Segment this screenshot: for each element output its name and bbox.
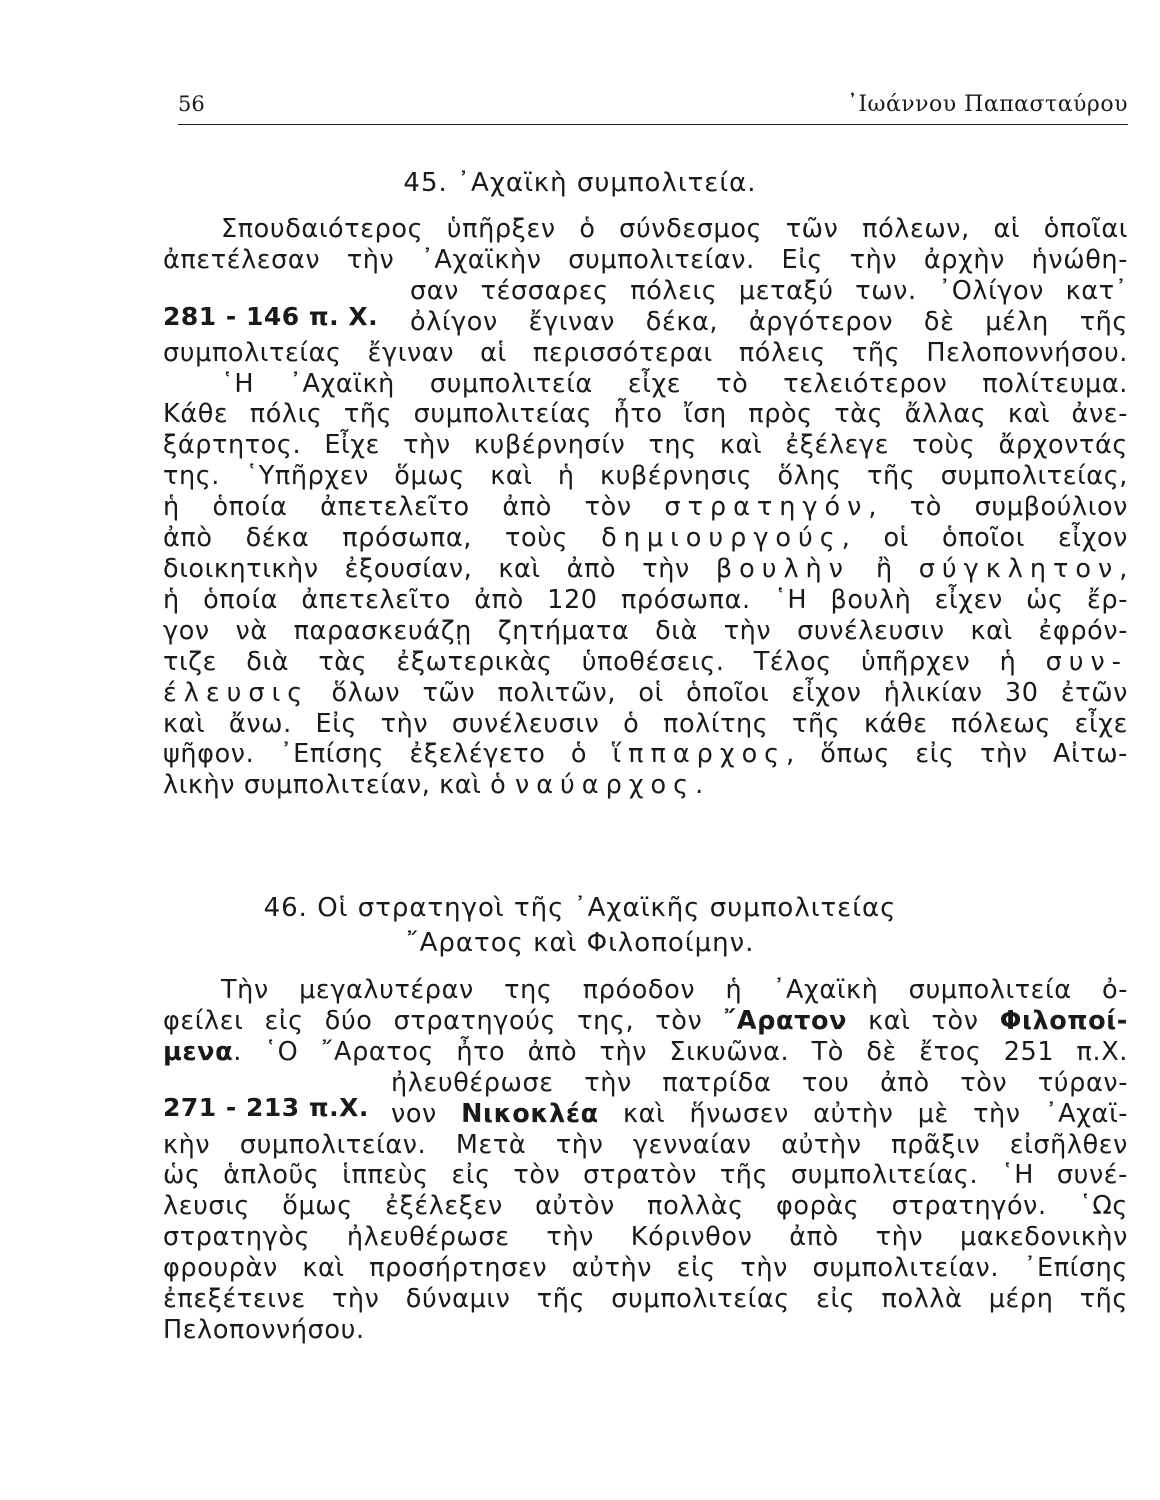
text-line: Σπουδαιότερος ὑπῆρξεν ὁ σύνδεσμος τῶν πόλεων, αἱ ὁποῖαι bbox=[221, 214, 1128, 244]
text-line: στρατηγὸς ἠλευθέρωσε τὴν Κόρινθον ἀπὸ τὴν μακεδονικὴν bbox=[163, 1222, 1128, 1253]
text-line: σαν τέσσαρες πόλεις μεταξύ των. ᾿Ολίγον κατ᾿ bbox=[410, 275, 1128, 306]
text-segment: καὶ ἥνωσεν αὐτὴν μὲ τὴν ᾿Αχαϊ- bbox=[622, 1098, 1128, 1129]
text-line bbox=[391, 1099, 1128, 1130]
text-segment: νον bbox=[391, 1098, 437, 1129]
text-line: της. ῾Υπῆρχεν ὅμως καὶ ἡ κυβέρνησις ὅλης τῆς συμπολιτείας, bbox=[163, 461, 1128, 492]
section-45-body bbox=[163, 214, 1128, 801]
section-45-date-note: 281 - 146 π. Χ. bbox=[163, 302, 379, 331]
page-number: 56 bbox=[178, 92, 205, 116]
text-segment: τιζε διὰ τὰς ἐξωτερικὰς ὑποθέσεις. Τέλος ὑπῆρχεν ἡ bbox=[163, 646, 1017, 677]
text-line bbox=[163, 678, 1128, 709]
text-segment: λικὴν συμπολιτείαν, καὶ ὁ bbox=[163, 770, 507, 801]
text-line: καὶ ἄνω. Εἰς τὴν συνέλευσιν ὁ πολίτης τῆς κάθε πόλεως εἶχε bbox=[163, 708, 1128, 739]
text-segment: ὅλων τῶν πολιτῶν, οἱ ὁποῖοι εἶχον ἡλικίαν 30 ἐτῶν bbox=[331, 677, 1128, 708]
text-segment: ἡ ὁποία ἀπετελεῖτο ἀπὸ τὸν bbox=[163, 492, 632, 523]
bold-term: Νικοκλέα bbox=[461, 1098, 599, 1129]
text-line: λευσις ὅμως ἐξέλεξεν αὐτὸν πολλὰς φορὰς στρατηγόν. ῾Ως bbox=[163, 1191, 1128, 1222]
text-segment: . bbox=[695, 770, 704, 801]
section-46-heading-line2: ῎Αρατος καὶ Φιλοποίμην. bbox=[405, 928, 755, 958]
text-line bbox=[163, 1006, 1128, 1037]
text-line: κὴν συμπολιτείαν. Μετὰ τὴν γενναίαν αὐτὴν πρᾶξιν εἰσῆλθεν bbox=[163, 1129, 1128, 1160]
text-line: ἡ ὁποία ἀπετελεῖτο ἀπὸ 120 πρόσωπα. ῾Η βουλὴ εἶχεν ὡς ἔρ- bbox=[163, 584, 1128, 615]
section-46-date-note: 271 - 213 π.Χ. bbox=[163, 1093, 369, 1122]
text-segment: φείλει εἰς δύο στρατηγούς της, τὸν bbox=[163, 1005, 703, 1036]
spaced-term: συν- bbox=[1045, 646, 1128, 677]
text-line bbox=[163, 492, 1128, 523]
text-line: ὡς ἁπλοῦς ἱππεὺς εἰς τὸν στρατὸν τῆς συμπολιτείας. ῾Η συνέ- bbox=[163, 1160, 1128, 1191]
spaced-term: ἵππαρχος bbox=[612, 739, 787, 770]
text-segment: ἢ bbox=[875, 553, 893, 584]
text-segment: ψῆφον. ᾿Επίσης ἐξελέγετο ὁ bbox=[163, 739, 588, 770]
text-line: ξάρτητος. Εἶχε τὴν κυβέρνησίν της καὶ ἐξέλεγε τοὺς ἄρχοντάς bbox=[163, 430, 1128, 461]
bold-term: ῎Αρατον bbox=[723, 1005, 848, 1036]
text-line: ἠλευθέρωσε τὴν πατρίδα του ἀπὸ τὸν τύραν- bbox=[391, 1067, 1128, 1098]
text-line bbox=[163, 554, 1128, 585]
spaced-term: ναύαρχος bbox=[515, 770, 696, 801]
text-line bbox=[163, 1037, 1128, 1068]
text-line bbox=[163, 523, 1128, 554]
text-line: ῾Η ᾿Αχαϊκὴ συμπολιτεία εἶχε τὸ τελειότερον πολίτευμα. bbox=[221, 368, 1128, 399]
text-line: ἐπεξέτεινε τὴν δύναμιν τῆς συμπολιτείας εἰς πολλὰ μέρη τῆς bbox=[163, 1284, 1128, 1315]
text-line bbox=[163, 770, 1128, 801]
section-45-heading: 45. ᾿Αχαϊκὴ συμπολιτεία. bbox=[403, 168, 757, 198]
text-segment: , ὅπως εἰς τὴν Αἰτω- bbox=[786, 739, 1128, 770]
text-line: γον νὰ παρασκευάζῃ ζητήματα διὰ τὴν συνέλευσιν καὶ ἐφρόν- bbox=[163, 615, 1128, 646]
text-line: ἀπετέλεσαν τὴν ᾿Αχαϊκὴν συμπολιτείαν. Εἰς τὴν ἀρχὴν ἡνώθη- bbox=[163, 244, 1128, 275]
text-segment: , τὸ συμβούλιον bbox=[868, 492, 1128, 523]
text-segment: . ῾Ο ῎Αρατος ἦτο ἀπὸ τὴν Σικυῶνα. Τὸ δὲ ἔτος 251 π.Χ. bbox=[233, 1036, 1128, 1067]
text-line: Πελοποννήσου. bbox=[163, 1314, 365, 1345]
text-line: συμπολιτείας ἔγιναν αἱ περισσότεραι πόλεις τῆς Πελοποννήσου. bbox=[163, 337, 1128, 368]
text-line: Κάθε πόλις τῆς συμπολιτείας ἦτο ἴση πρὸς τὰς ἄλλας καὶ ἀνε- bbox=[163, 399, 1128, 430]
bold-term: μενα bbox=[163, 1036, 234, 1067]
text-line bbox=[163, 647, 1128, 678]
text-line: ὀλίγον ἔγιναν δέκα, ἀργότερον δὲ μέλη τῆς bbox=[410, 306, 1128, 337]
text-line: φρουρὰν καὶ προσήρτησεν αὐτὴν εἰς τὴν συμπολιτείαν. ᾿Επίσης bbox=[163, 1253, 1128, 1284]
spaced-term: έλευσις bbox=[163, 677, 310, 708]
spaced-term: στρατηγόν bbox=[664, 492, 869, 523]
text-segment: , bbox=[1119, 553, 1128, 584]
text-segment: καὶ τὸν bbox=[868, 1005, 979, 1036]
spaced-term: βουλὴν bbox=[715, 553, 850, 584]
text-segment: ἀπὸ δέκα πρόσωπα, τοὺς bbox=[163, 523, 569, 554]
text-line: Τὴν μεγαλυτέραν της πρόοδον ἡ ᾿Αχαϊκὴ συμπολιτεία ὀ- bbox=[221, 975, 1128, 1005]
page-header bbox=[178, 88, 1128, 125]
text-line bbox=[163, 739, 1128, 770]
bold-term: Φιλοποί- bbox=[999, 1005, 1128, 1036]
spaced-term: σύγκλητον bbox=[918, 553, 1120, 584]
text-segment: , οἱ ὁποῖοι εἶχον bbox=[841, 523, 1128, 554]
text-segment: διοικητικὴν ἐξουσίαν, καὶ ἀπὸ τὴν bbox=[163, 553, 690, 584]
running-head: ᾿Ιωάννου Παπασταύρου bbox=[846, 92, 1128, 117]
section-46-body bbox=[163, 975, 1128, 1346]
section-46-heading-line1: 46. Οἱ στρατηγοὶ τῆς ᾿Αχαϊκῆς συμπολιτείας bbox=[263, 893, 897, 923]
spaced-term: δημιουργούς bbox=[601, 523, 842, 554]
